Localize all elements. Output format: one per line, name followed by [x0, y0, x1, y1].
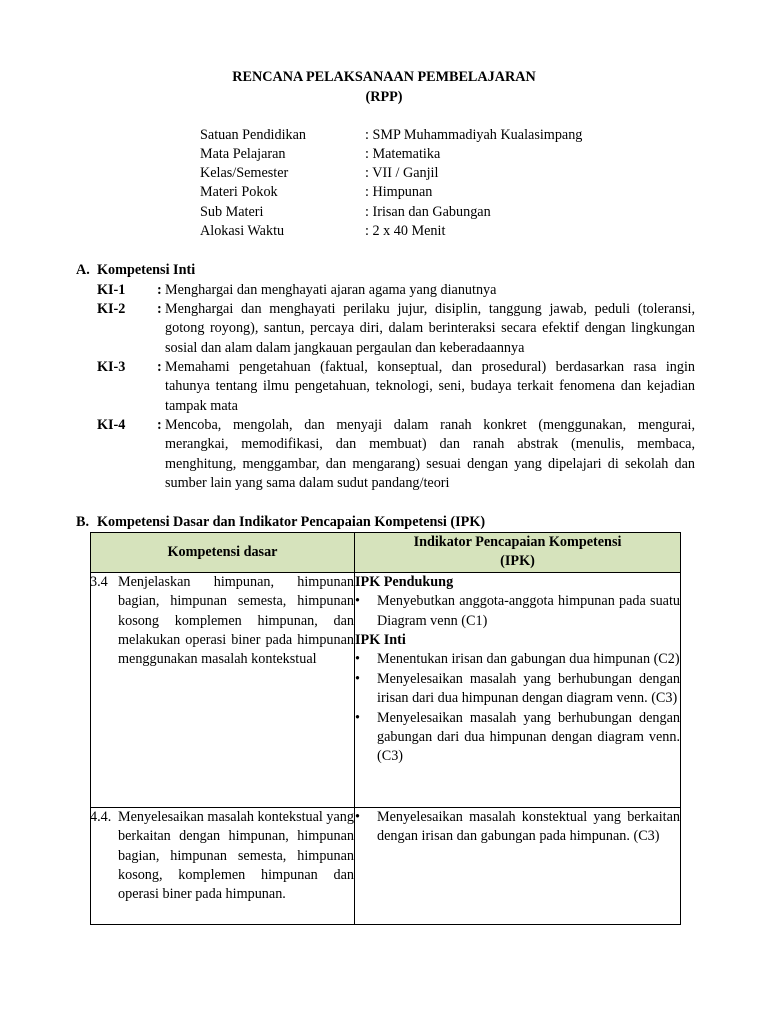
ipk-text: Menentukan irisan dan gabungan dua himpunan (C2): [377, 651, 680, 668]
list-item: [355, 709, 680, 767]
document-title: RENCANA PELAKSANAAN PEMBELAJARAN: [232, 69, 536, 85]
kd-cell: [91, 572, 355, 807]
identity-value: : VII / Ganjil: [365, 165, 439, 181]
identity-label: Materi Pokok: [200, 184, 278, 200]
ki-colon: :: [157, 301, 162, 317]
ipk-header-line1: Indikator Pencapaian Kompetensi: [413, 534, 622, 550]
list-item: [355, 592, 680, 631]
ipk-column-header: [355, 533, 681, 573]
identity-label: Kelas/Semester: [200, 165, 289, 181]
identity-label: Alokasi Waktu: [200, 223, 285, 239]
kd-text: Menjelaskan himpunan, himpunan bagian, himpunan semesta, himpunan kosong komplemen himpunan, dan melakukan operasi biner pada himpunan menggunakan masalah kontekstual: [118, 573, 354, 668]
ipk-group-heading: IPK Inti: [355, 632, 406, 649]
section-a-letter: A.: [76, 262, 90, 278]
kd-cell: [91, 807, 355, 924]
ki-code: KI-3: [97, 359, 126, 375]
ki-code: KI-1: [97, 282, 126, 298]
table-row: [91, 572, 681, 807]
section-a-title: Kompetensi Inti: [97, 262, 196, 278]
identity-value: : SMP Muhammadiyah Kualasimpang: [365, 127, 583, 143]
kd-text: Menyelesaikan masalah kontekstual yang berkaitan dengan himpunan, himpunan bagian, himpunan semesta, himpunan kosong, komplemen himpunan dan operasi biner pada himpunan.: [118, 808, 354, 903]
list-item: [355, 808, 680, 847]
identity-value: : 2 x 40 Menit: [365, 223, 446, 239]
table-header-row: [91, 533, 681, 573]
section-b-letter: B.: [76, 514, 90, 530]
bullet-icon: •: [355, 593, 360, 610]
competency-table: [90, 532, 681, 925]
ipk-cell: [355, 572, 681, 807]
ki-code: KI-4: [97, 417, 126, 433]
identity-value: : Himpunan: [365, 184, 433, 200]
ipk-text: Menyelesaikan masalah yang berhubungan dengan gabungan dari dua himpunan dengan diagram venn.(C3): [377, 709, 680, 765]
ki-colon: :: [157, 417, 162, 433]
ipk-cell: [355, 807, 681, 924]
kd-number: 4.4.: [90, 808, 112, 825]
ki-colon: :: [157, 359, 162, 375]
identity-label: Mata Pelajaran: [200, 146, 286, 162]
section-b-title: Kompetensi Dasar dan Indikator Pencapaian Kompetensi (IPK): [97, 514, 486, 530]
ipk-text: Menyelesaikan masalah yang berhubungan dengan irisan dari dua himpunan dengan diagram venn. (C3): [377, 670, 680, 707]
bullet-icon: •: [355, 808, 360, 825]
bullet-icon: •: [355, 670, 360, 687]
ki-text: Memahami pengetahuan (faktual, konseptual, dan prosedural) berdasarkan rasa ingin tahunya tentang ilmu pengetahuan, teknologi, seni, budaya terkait fenomena dan kejadian tampak mata: [165, 359, 695, 414]
identity-label: Sub Materi: [200, 204, 264, 220]
ki-code: KI-2: [97, 301, 126, 317]
ipk-header-line2: (IPK): [500, 553, 535, 570]
document-subtitle: (RPP): [365, 89, 403, 105]
ki-text: Mencoba, mengolah, dan menyaji dalam ranah konkret (menggunakan, mengurai, merangkai, memodifikasi, dan membuat) dan ranah abstrak (menulis, membaca, menghitung, menggambar, dan mengarang) sesuai dengan yang dipelajari di sekolah dan sumber lain yang sama dalam sudut pandang/teori: [165, 417, 695, 492]
kd-number: 3.4: [90, 573, 108, 590]
bullet-icon: •: [355, 709, 360, 726]
bullet-icon: •: [355, 651, 360, 668]
identity-value: : Irisan dan Gabungan: [365, 204, 491, 220]
ipk-text: Menyebutkan anggota-anggota himpunan pada suatu Diagram venn (C1): [377, 593, 680, 629]
ipk-group-heading: IPK Pendukung: [355, 573, 454, 590]
list-item: [355, 650, 680, 669]
ipk-text: Menyelesaikan masalah konstektual yang berkaitan dengan irisan dan gabungan pada himpunan. (C3): [377, 808, 680, 845]
ki-colon: :: [157, 282, 162, 298]
list-item: [355, 670, 680, 709]
table-row: [91, 807, 681, 924]
ki-text: Menghargai dan menghayati ajaran agama yang dianutnya: [165, 282, 497, 298]
ki-text: Menghargai dan menghayati perilaku jujur, disiplin, tanggung jawab, peduli (toleransi, gotong royong), santun, percaya diri, dalam berinteraksi secara efektif dengan lingkungan sosial dan alam dalam jangkauan pergaulan dan keberadaannya: [165, 301, 695, 356]
identity-label: Satuan Pendidikan: [200, 127, 306, 143]
identity-value: : Matematika: [365, 146, 441, 162]
kd-column-header: Kompetensi dasar: [91, 533, 355, 573]
